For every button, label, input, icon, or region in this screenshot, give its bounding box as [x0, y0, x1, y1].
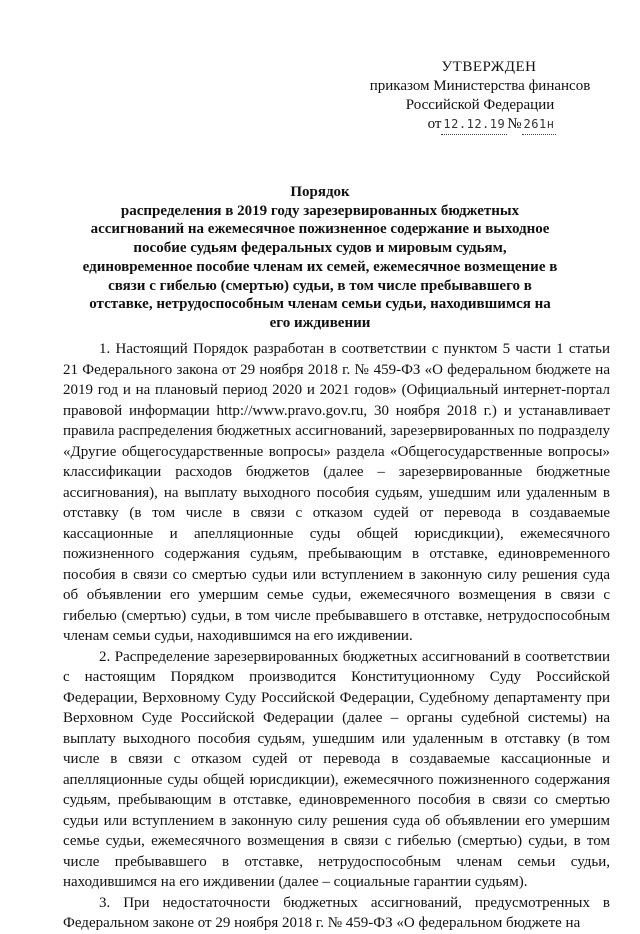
approval-line-country: Российской Федерации [405, 97, 555, 113]
order-number: 261н [522, 115, 557, 135]
title-subtitle: распределения в 2019 году зарезервированных бюджетных ассигнований на ежемесячное пожизненное содержание и выходное пособие судьям федеральных судов и мировым судьям, единовременное пособие членам их семей, ежемесячное возмещение в связи с гибелью (смертью) судьи, в том числе пребывавшего в отставке, нетрудоспособным членам семьи судьи, находившимся на его иждивении [82, 202, 558, 331]
title-heading: Порядок [290, 184, 350, 200]
paragraph-2: 2. Распределение зарезервированных бюджетных ассигнований в соответствии с настоящим Порядком производится Конституционному Суду Российской Федерации, Верховному Суду Российской Федерации, Судебному департаменту при Верховном Суде Российской Федерации (далее – органы судебной системы) на выплату выходного пособия судьям, ушедшим или удаленным в отставку (в том числе в связи с отказом судей от перевода в создаваемые кассационные и апелляционные суды общей юрисдикции), ежемесячного пожизненного содержания судьям, пребывающим в отставке, единовременного пособия в связи со смертью судьи или вступлением в законную силу решения суда об объявлении его умершим семье судьи, ежемесячного возмещения в связи с гибелью (смертью) судьи, в том числе пребывавшего в отставке, нетрудоспособным членам семьи судьи, находившимся на его иждивении (далее – социальные гарантии судьям). [63, 648, 610, 890]
order-date: 12.12.19 [441, 115, 507, 135]
order-reference [360, 115, 600, 135]
paragraph-3: 3. При недостаточности бюджетных ассигнований, предусмотренных в Федеральном законе от 29 ноября 2018 г. № 459-ФЗ «О федеральном бюджете на [63, 894, 610, 931]
order-from-prefix: от [427, 116, 442, 132]
order-number-label: № [507, 116, 522, 132]
document-body [63, 339, 610, 934]
paragraph-1: 1. Настоящий Порядок разработан в соответствии с пунктом 5 части 1 статьи 21 Федерального закона от 29 ноября 2018 г. № 459-ФЗ «О федеральном бюджете на 2019 год и на плановый период 2020 и 2021 годов» (Официальный интернет-портал правовой информации http://www.pravo.gov.ru, 30 ноября 2018 г.) и устанавливает правила распределения бюджетных ассигнований, зарезервированных по подразделу «Другие общегосударственные вопросы» раздела «Общегосударственные вопросы» классификации расходов бюджетов (далее – зарезервированные бюджетные ассигнования), на выплату выходного пособия судьям, ушедшим или удаленным в отставку (в том числе в связи с отказом судей от перевода в создаваемые кассационные и апелляционные суды общей юрисдикции), ежемесячного пожизненного содержания судьям, пребывающим в отставке, единовременного пособия в связи со смертью судьи или вступлением в законную силу решения суда об объявлении его умершим семье судьи, ежемесячного возмещения в связи с гибелью (смертью) судьи, в том числе пребывавшего в отставке, нетрудоспособным членам семьи судьи, находившимся на его иждивении. [63, 341, 610, 644]
approval-line-ministry: приказом Министерства финансов [369, 78, 591, 94]
approval-stamp-block [360, 58, 600, 135]
approved-heading: УТВЕРЖДЕН [441, 59, 537, 75]
document-title [80, 183, 560, 333]
